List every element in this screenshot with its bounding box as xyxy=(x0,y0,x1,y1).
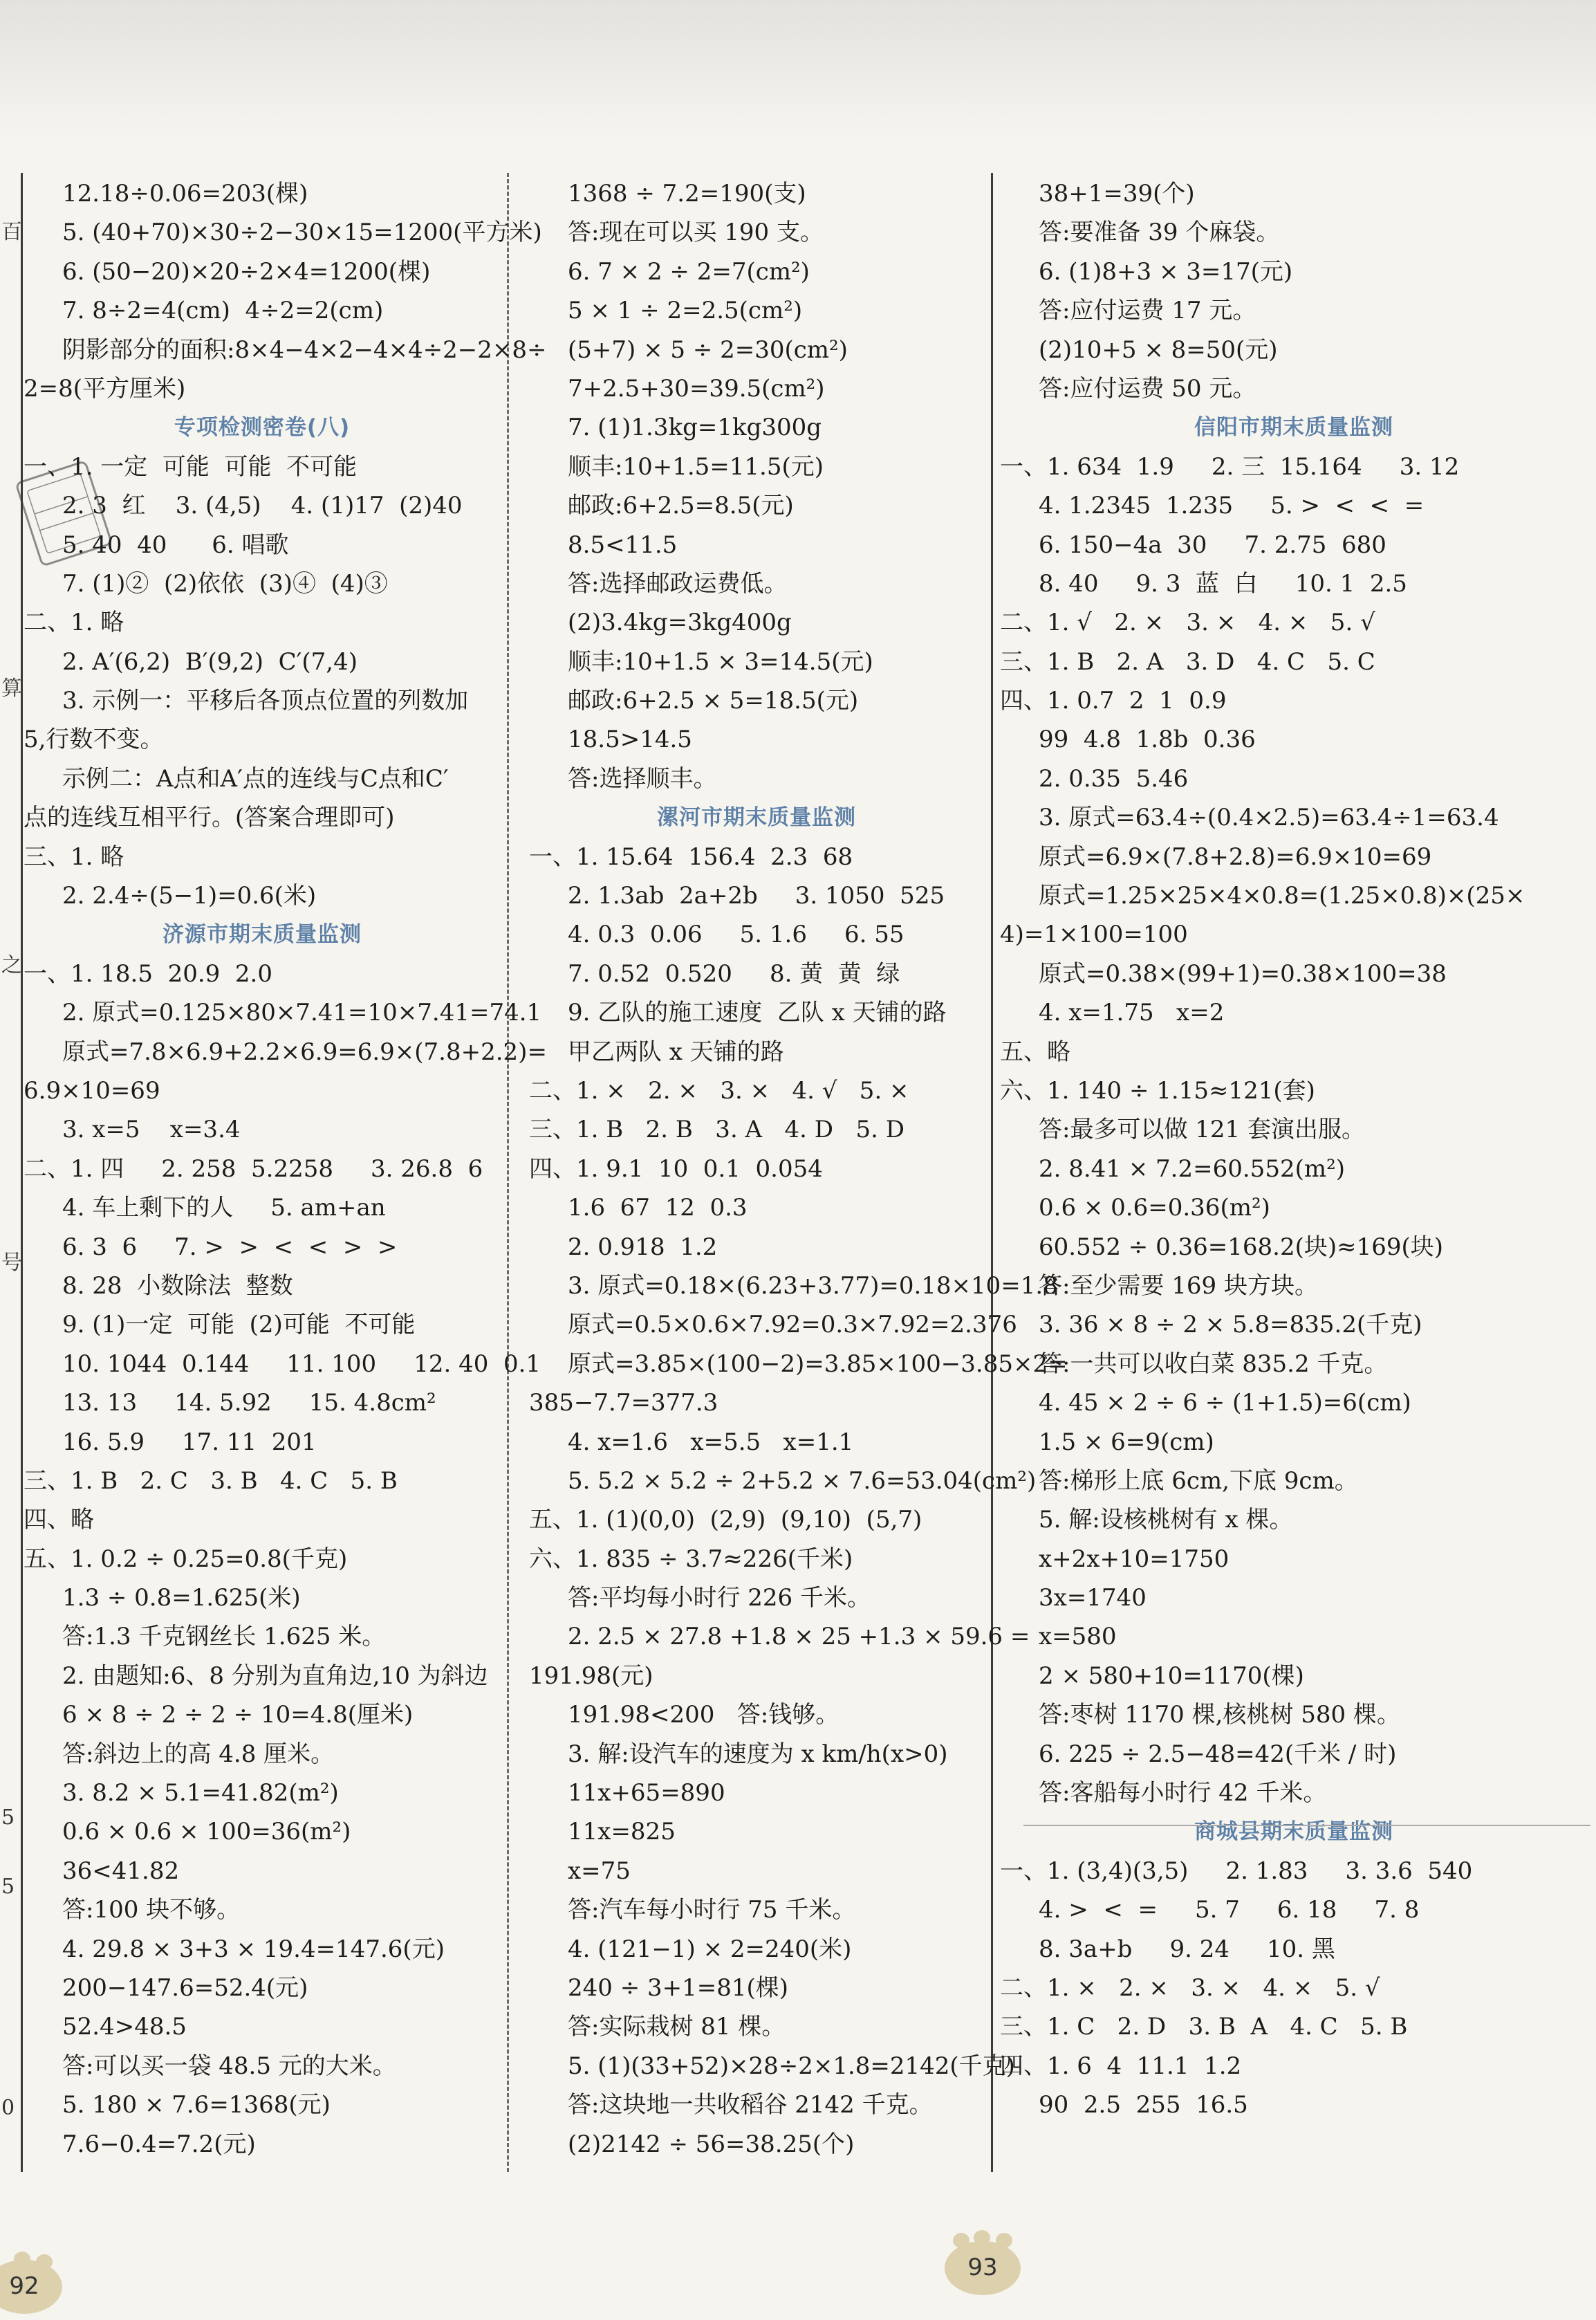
answer-line: 36<41.82 xyxy=(62,1857,180,1885)
answer-line: 点的连线互相平行。(答案合理即可) xyxy=(24,804,395,832)
answer-line: 五、略 xyxy=(1000,1038,1070,1066)
answer-line: 答:实际栽树 81 棵。 xyxy=(568,2013,786,2041)
answer-line: 答:应付运费 50 元。 xyxy=(1039,374,1256,403)
answer-line: 一、1. 15.64 156.4 2.3 68 xyxy=(529,843,853,871)
answer-line: 四、1. 6 4 11.1 1.2 xyxy=(1000,2052,1242,2080)
answer-line: 原式=7.8×6.9+2.2×6.9=6.9×(7.8+2.2)= xyxy=(62,1038,547,1066)
answer-line: 4)=1×100=100 xyxy=(1000,921,1188,949)
answer-line: 答:平均每小时行 226 千米。 xyxy=(568,1584,871,1612)
column-divider-2 xyxy=(991,173,993,2172)
answer-line: 5. (40+70)×30÷2−30×15=1200(平方米) xyxy=(62,219,542,247)
answer-line: 18.5>14.5 xyxy=(568,726,692,754)
answer-line: 答:枣树 1170 棵,核桃树 580 棵。 xyxy=(1039,1701,1400,1729)
answer-line: 四、1. 9.1 10 0.1 0.054 xyxy=(529,1154,823,1183)
answer-line: 200−147.6=52.4(元) xyxy=(62,1973,308,2002)
answer-column-3 xyxy=(1000,174,1588,2125)
answer-line: 0.6 × 0.6 × 100=36(m²) xyxy=(62,1818,351,1846)
answer-line: 5. 180 × 7.6=1368(元) xyxy=(62,2091,331,2119)
answer-line: 4. > < = 5. 7 6. 18 7. 8 xyxy=(1039,1896,1420,1924)
answer-line: 二、1. 四 2. 258 5.2258 3. 26.8 6 xyxy=(24,1154,483,1183)
answer-line: 6. (1)8+3 × 3=17(元) xyxy=(1039,257,1293,286)
edge-char: 算 xyxy=(1,676,22,701)
answer-line: 8. 28 小数除法 整数 xyxy=(62,1271,293,1300)
answer-line: 8. 3a+b 9. 24 10. 黑 xyxy=(1039,1935,1335,1963)
answer-line: 2=8(平方厘米) xyxy=(24,374,186,403)
answer-line: 191.98<200 答:钱够。 xyxy=(568,1701,839,1729)
answer-line: 2. 8.41 × 7.2=60.552(m²) xyxy=(1039,1154,1345,1183)
answer-line: x+2x+10=1750 xyxy=(1039,1545,1230,1573)
answer-line: 答:要准备 39 个麻袋。 xyxy=(1039,219,1280,247)
answer-line: 7. 0.52 0.520 8. 黄 黄 绿 xyxy=(568,959,900,988)
answer-line: 5. 5.2 × 5.2 ÷ 2+5.2 × 7.6=53.04(cm²) xyxy=(568,1466,1037,1495)
answer-line: 2. A′(6,2) B′(9,2) C′(7,4) xyxy=(62,647,358,676)
answer-line: 答:应付运费 17 元。 xyxy=(1039,297,1256,325)
answer-line: 9. 乙队的施工速度 乙队 x 天铺的路 xyxy=(568,999,947,1027)
answer-line: 五、1. (1)(0,0) (2,9) (9,10) (5,7) xyxy=(529,1506,922,1534)
edge-char: 0 xyxy=(1,2096,15,2120)
answer-line: 3. 36 × 8 ÷ 2 × 5.8=835.2(千克) xyxy=(1039,1311,1422,1339)
answer-line: 答:选择邮政运费低。 xyxy=(568,569,788,598)
answer-line: 12.18÷0.06=203(棵) xyxy=(62,180,308,208)
edge-char: 号 xyxy=(1,1251,22,1275)
answer-line: 4. x=1.75 x=2 xyxy=(1039,999,1225,1027)
answer-line: 3. 8.2 × 5.1=41.82(m²) xyxy=(62,1779,339,1807)
answer-line: 一、1. 634 1.9 2. 三 15.164 3. 12 xyxy=(1000,452,1460,481)
answer-line: 三、1. 略 xyxy=(24,843,124,871)
answer-line: 11x+65=890 xyxy=(568,1779,725,1807)
edge-char: 5 xyxy=(1,1805,15,1830)
answer-line: 4. 车上剩下的人 5. am+an xyxy=(62,1194,386,1222)
answer-line: 邮政:6+2.5=8.5(元) xyxy=(568,492,794,520)
answer-line: 答:客船每小时行 42 千米。 xyxy=(1039,1779,1327,1807)
left-margin-line xyxy=(21,173,23,2172)
answer-line: 答:汽车每小时行 75 千米。 xyxy=(568,1896,856,1924)
answer-line: 2. 2.5 × 27.8 +1.8 × 25 +1.3 × 59.6 = xyxy=(568,1623,1030,1651)
scan-top-shade xyxy=(0,0,1596,138)
answer-line: 9. (1)一定 可能 (2)可能 不可能 xyxy=(62,1311,416,1339)
answer-line: 4. 1.2345 1.235 5. > < < = xyxy=(1039,492,1425,520)
answer-line: 答:斜边上的高 4.8 厘米。 xyxy=(62,1740,335,1768)
answer-line: 3. x=5 x=3.4 xyxy=(62,1116,241,1144)
edge-char: 5 xyxy=(1,1875,15,1899)
answer-line: 7+2.5+30=39.5(cm²) xyxy=(568,374,825,403)
answer-line: 答:梯形上底 6cm,下底 9cm。 xyxy=(1039,1466,1358,1495)
answer-line: 4. 45 × 2 ÷ 6 ÷ (1+1.5)=6(cm) xyxy=(1039,1389,1411,1417)
answer-line: 13. 13 14. 5.92 15. 4.8cm² xyxy=(62,1389,436,1417)
answer-line: 答:这块地一共收稻谷 2142 千克。 xyxy=(568,2091,933,2119)
answer-line: 5. 解:设核桃树有 x 棵。 xyxy=(1039,1506,1293,1534)
answer-line: 60.552 ÷ 0.36=168.2(块)≈169(块) xyxy=(1039,1233,1444,1261)
answer-line: 二、1. × 2. × 3. × 4. √ 5. × xyxy=(529,1076,909,1105)
answer-line: 99 4.8 1.8b 0.36 xyxy=(1039,726,1256,754)
answer-line: 二、1. × 2. × 3. × 4. × 5. √ xyxy=(1000,1973,1380,2002)
answer-line: 7. (1)1.3kg=1kg300g xyxy=(568,414,822,442)
answer-line: 16. 5.9 17. 11 201 xyxy=(62,1428,317,1456)
answer-line: 2. 0.35 5.46 xyxy=(1039,764,1189,793)
answer-line: 1.6 67 12 0.3 xyxy=(568,1194,748,1222)
answer-line: 原式=3.85×(100−2)=3.85×100−3.85×2= xyxy=(568,1350,1068,1378)
answer-line: 二、1. √ 2. × 3. × 4. × 5. √ xyxy=(1000,609,1375,637)
answer-line: 4. x=1.6 x=5.5 x=1.1 xyxy=(568,1428,854,1456)
answer-line: 六、1. 140 ÷ 1.15≈121(套) xyxy=(1000,1076,1315,1105)
answer-line: 10. 1044 0.144 11. 100 12. 40 0.1 xyxy=(62,1350,541,1378)
answer-line: 3. 解:设汽车的速度为 x km/h(x>0) xyxy=(568,1740,948,1768)
answer-line: 四、1. 0.7 2 1 0.9 xyxy=(1000,687,1227,715)
answer-line: (2)10+5 × 8=50(元) xyxy=(1039,335,1278,364)
answer-line: 3. 原式=0.18×(6.23+3.77)=0.18×10=1.8 xyxy=(568,1271,1058,1300)
answer-line: 3. 示例一：平移后各顶点位置的列数加 xyxy=(62,687,469,715)
answer-line: (2)2142 ÷ 56=38.25(个) xyxy=(568,2130,855,2158)
answer-line: 6.9×10=69 xyxy=(24,1076,160,1105)
answer-line: 四、略 xyxy=(24,1506,94,1534)
answer-line: 4. 0.3 0.06 5. 1.6 6. 55 xyxy=(568,921,904,949)
answer-line: 240 ÷ 3+1=81(棵) xyxy=(568,1973,789,2002)
answer-line: 示例二：A点和A′点的连线与C点和C′ xyxy=(62,764,449,793)
answer-line: (2)3.4kg=3kg400g xyxy=(568,609,792,637)
answer-line: 三、1. B 2. A 3. D 4. C 5. C xyxy=(1000,647,1375,676)
answer-line: x=580 xyxy=(1039,1623,1117,1651)
answer-line: 52.4>48.5 xyxy=(62,2013,187,2041)
section-rule xyxy=(1023,1825,1590,1826)
answer-line: 原式=6.9×(7.8+2.8)=6.9×10=69 xyxy=(1039,843,1432,871)
answer-line: 1.5 × 6=9(cm) xyxy=(1039,1428,1214,1456)
answer-line: 5,行数不变。 xyxy=(24,726,164,754)
answer-line: 11x=825 xyxy=(568,1818,676,1846)
answer-line: 3. 原式=63.4÷(0.4×2.5)=63.4÷1=63.4 xyxy=(1039,804,1499,832)
answer-line: 4. (121−1) × 2=240(米) xyxy=(568,1935,852,1963)
answer-line: 邮政:6+2.5 × 5=18.5(元) xyxy=(568,687,859,715)
answer-line: 1.3 ÷ 0.8=1.625(米) xyxy=(62,1584,301,1612)
answer-line: 甲乙两队 x 天铺的路 xyxy=(568,1038,784,1066)
answer-line: 答:最多可以做 121 套演出服。 xyxy=(1039,1116,1365,1144)
answer-line: 5. 40 40 6. 唱歌 xyxy=(62,531,289,559)
answer-line: 答:一共可以收白菜 835.2 千克。 xyxy=(1039,1350,1388,1378)
answer-line: 6. 150−4a 30 7. 2.75 680 xyxy=(1039,531,1386,559)
answer-line: x=75 xyxy=(568,1857,631,1885)
answer-line: 三、1. C 2. D 3. B A 4. C 5. B xyxy=(1000,2013,1408,2041)
answer-line: 2 × 580+10=1170(棵) xyxy=(1039,1661,1304,1690)
answer-line: 顺丰:10+1.5 × 3=14.5(元) xyxy=(568,647,873,676)
answer-line: 2. 0.918 1.2 xyxy=(568,1233,718,1261)
answer-line: 六、1. 835 ÷ 3.7≈226(千米) xyxy=(529,1545,853,1573)
section-heading: 商城县期末质量监测 xyxy=(1194,1819,1393,1845)
answer-line: 8. 40 9. 3 蓝 白 10. 1 2.5 xyxy=(1039,569,1407,598)
answer-line: (5+7) × 5 ÷ 2=30(cm²) xyxy=(568,335,848,364)
answer-line: 三、1. B 2. C 3. B 4. C 5. B xyxy=(24,1466,398,1495)
answer-line: 二、1. 略 xyxy=(24,609,124,637)
answer-line: 6. 7 × 2 ÷ 2=7(cm²) xyxy=(568,257,810,286)
answer-line: 6. 3 6 7. > > < < > > xyxy=(62,1233,398,1261)
answer-line: 7. (1)② (2)依依 (3)④ (4)③ xyxy=(62,569,388,598)
answer-line: 顺丰:10+1.5=11.5(元) xyxy=(568,452,824,481)
answer-line: 90 2.5 255 16.5 xyxy=(1039,2091,1248,2119)
page-number-right-text: 93 xyxy=(967,2254,998,2281)
answer-line: 答:可以买一袋 48.5 元的大米。 xyxy=(62,2052,396,2080)
answer-line: 答:100 块不够。 xyxy=(62,1896,241,1924)
answer-line: 5 × 1 ÷ 2=2.5(cm²) xyxy=(568,297,803,325)
answer-line: 8.5<11.5 xyxy=(568,531,678,559)
answer-line: 原式=0.5×0.6×7.92=0.3×7.92=2.376 xyxy=(568,1311,1017,1339)
answer-line: 阴影部分的面积:8×4−4×2−4×4÷2−2×8÷ xyxy=(62,335,547,364)
section-heading: 济源市期末质量监测 xyxy=(163,922,362,948)
answer-line: 385−7.7=377.3 xyxy=(529,1389,718,1417)
edge-char: 之 xyxy=(1,953,22,977)
answer-line: 7. 8÷2=4(cm) 4÷2=2(cm) xyxy=(62,297,384,325)
answer-line: 2. 1.3ab 2a+2b 3. 1050 525 xyxy=(568,882,945,910)
answer-line: 3x=1740 xyxy=(1039,1584,1147,1612)
answer-line: 答:至少需要 169 块方块。 xyxy=(1039,1271,1318,1300)
answer-line: 2. 3 红 3. (4,5) 4. (1)17 (2)40 xyxy=(62,492,463,520)
answer-line: 0.6 × 0.6=0.36(m²) xyxy=(1039,1194,1270,1222)
answer-line: 1368 ÷ 7.2=190(支) xyxy=(568,180,806,208)
page-number-right xyxy=(945,2233,1021,2295)
answer-line: 原式=1.25×25×4×0.8=(1.25×0.8)×(25× xyxy=(1039,882,1525,910)
answer-line: 7.6−0.4=7.2(元) xyxy=(62,2130,256,2158)
answer-line: 一、1. (3,4)(3,5) 2. 1.83 3. 3.6 540 xyxy=(1000,1857,1473,1885)
answer-line: 一、1. 18.5 20.9 2.0 xyxy=(24,959,272,988)
answer-line: 2. 由题知:6、8 分别为直角边,10 为斜边 xyxy=(62,1661,488,1690)
answer-line: 答:现在可以买 190 支。 xyxy=(568,219,824,247)
answer-line: 三、1. B 2. B 3. A 4. D 5. D xyxy=(529,1116,904,1144)
page-number-left-text: 92 xyxy=(9,2272,39,2300)
answer-column-1 xyxy=(24,174,547,2164)
answer-line: 五、1. 0.2 ÷ 0.25=0.8(千克) xyxy=(24,1545,348,1573)
answer-line: 6. 225 ÷ 2.5−48=42(千米 / 时) xyxy=(1039,1740,1397,1768)
answer-line: 191.98(元) xyxy=(529,1661,653,1690)
section-heading: 漯河市期末质量监测 xyxy=(657,805,856,831)
answer-line: 6. (50−20)×20÷2×4=1200(棵) xyxy=(62,257,431,286)
answer-line: 2. 2.4÷(5−1)=0.6(米) xyxy=(62,882,317,910)
answer-line: 答:1.3 千克钢丝长 1.625 米。 xyxy=(62,1623,386,1651)
answer-line: 5. (1)(33+52)×28÷2×1.8=2142(千克) xyxy=(568,2052,1015,2080)
section-heading: 专项检测密卷(八) xyxy=(174,415,351,441)
column-divider-1 xyxy=(507,173,509,2172)
edge-char: 百 xyxy=(1,220,22,244)
answer-line: 原式=0.38×(99+1)=0.38×100=38 xyxy=(1039,959,1447,988)
section-heading: 信阳市期末质量监测 xyxy=(1194,415,1393,441)
answer-line: 2. 原式=0.125×80×7.41=10×7.41=74.1 xyxy=(62,999,542,1027)
answer-line: 6 × 8 ÷ 2 ÷ 2 ÷ 10=4.8(厘米) xyxy=(62,1701,414,1729)
answer-line: 一、1. 一定 可能 可能 不可能 xyxy=(24,452,358,481)
answer-line: 答:选择顺丰。 xyxy=(568,764,717,793)
page-number-left xyxy=(0,2252,62,2314)
answer-line: 4. 29.8 × 3+3 × 19.4=147.6(元) xyxy=(62,1935,445,1963)
answer-line: 38+1=39(个) xyxy=(1039,180,1195,208)
